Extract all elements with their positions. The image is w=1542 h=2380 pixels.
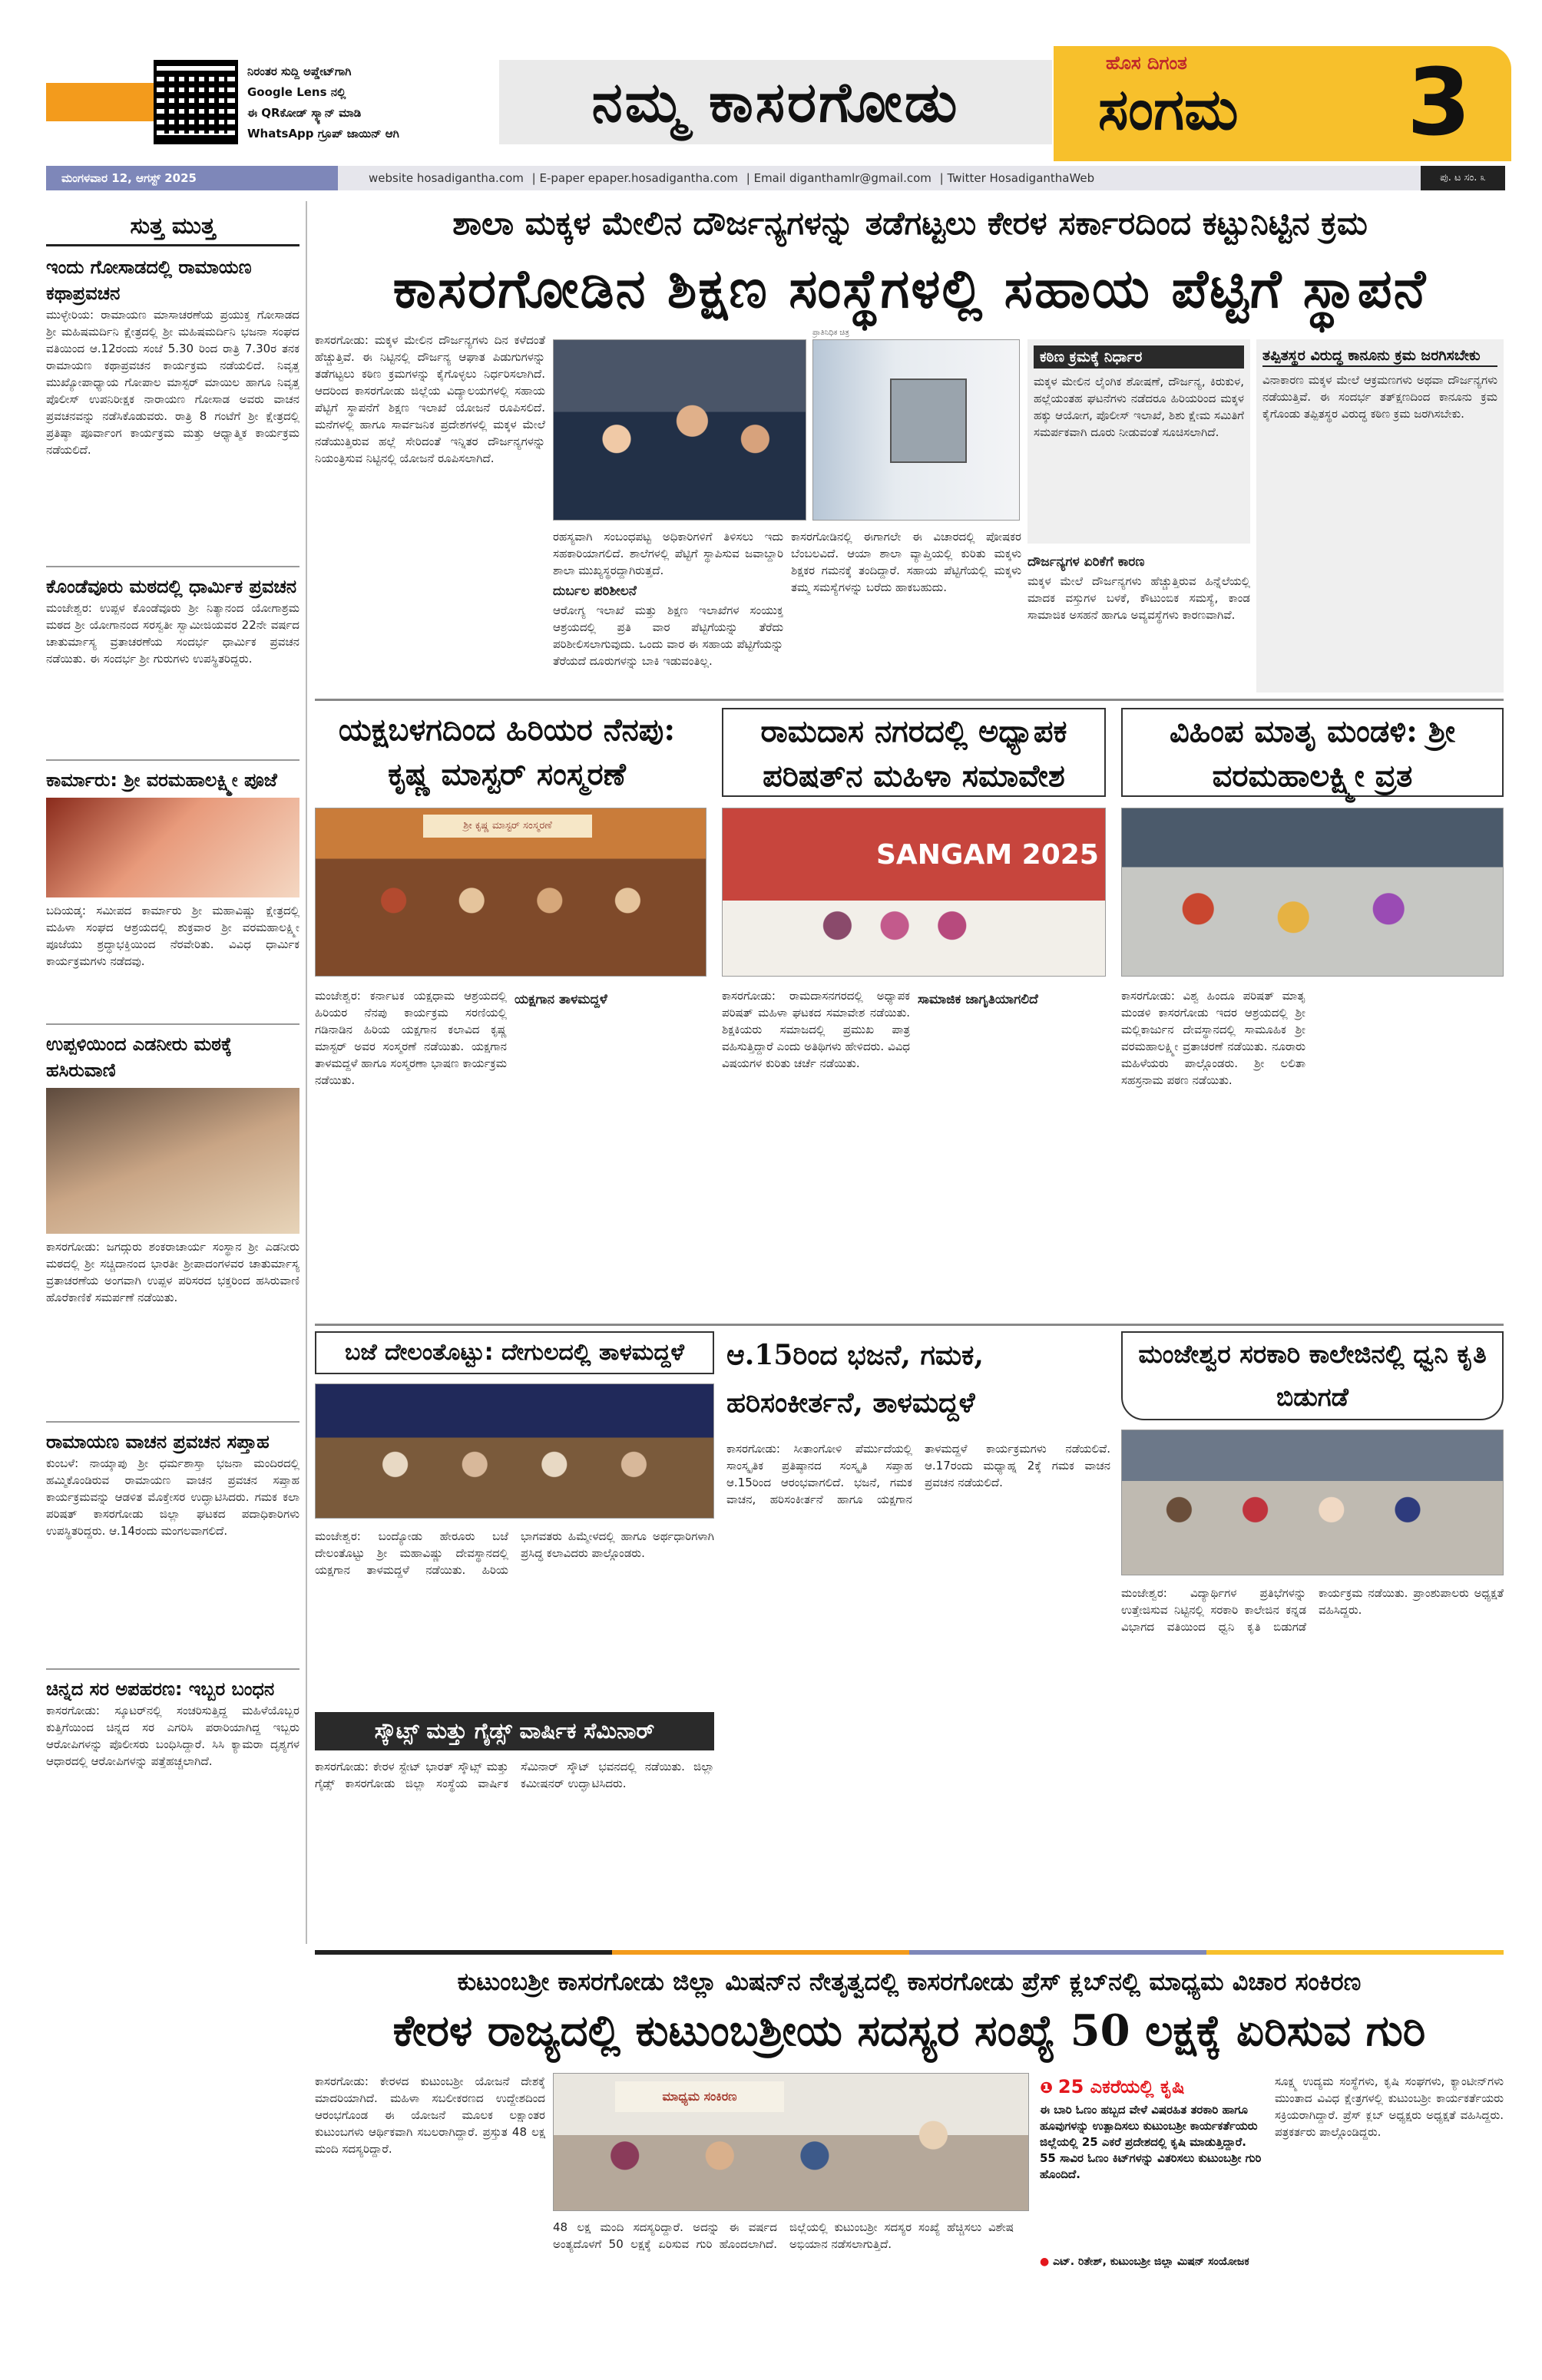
- section-title: ಸುತ್ತ ಮುತ್ತ: [46, 209, 299, 246]
- story-headline: ಚಿನ್ನದ ಸರ ಅಪಹರಣ: ಇಬ್ಬರ ಬಂಧನ: [46, 1678, 275, 1700]
- info-box-1: [1027, 339, 1250, 544]
- talamaddale-headline: ಬಜೆ ದೇಲಂತೊಟ್ಟು: ದೇಗುಲದಲ್ಲಿ ತಾಳಮದ್ದಳೆ: [315, 1331, 714, 1374]
- lead-body-1: ಕಾಸರಗೋಡು: ಮಕ್ಕಳ ಮೇಲಿನ ದೌರ್ಜನ್ಯಗಳು ದಿನ ಕಳೆದಂತೆ ಹೆಚ್ಚುತ್ತಿವೆ. ಈ ನಿಟ್ಟಿನಲ್ಲಿ ದೌರ್ಜನ್ಯ ಆಘಾತ ಪಿಡುಗುಗಳನ್ನು ತಡೆಗಟ್ಟಲು ಕಠಿಣ ಕ್ರಮಗಳನ್ನು ಕೈಗೊಳ್ಳಲು ನಿರ್ಧರಿಸಲಾಗಿದೆ. ಆದರಿಂದ ಕಾಸರಗೋಡು ಜಿಲ್ಲೆಯ ವಿದ್ಯಾಲಯಗಳಲ್ಲಿ ಸಹಾಯ ಪೆಟ್ಟಿಗೆ ಸ್ಥಾಪನೆಗೆ ಶಿಕ್ಷಣ ಇಲಾಖೆ ಯೋಜನೆ ರೂಪಿಸಲಿದೆ. ಮನೆಗಳಲ್ಲಿ ಹಾಗೂ ಸಾರ್ವಜನಿಕ ಪ್ರದೇಶಗಳಲ್ಲಿ ಮಕ್ಕಳ ಮೇಲೆ ನಡೆಯುತ್ತಿರುವ ಹಲ್ಲೆ ಸೇರಿದಂತೆ ಇನ್ನಿತರ ದೌರ್ಜನ್ಯಗಳನ್ನು ನಿಯಂತ್ರಿಸುವ ನಿಟ್ಟಿನಲ್ಲಿ ಯೋಜನೆ ರೂಪಿಸಲಾಗಿದೆ.: [315, 333, 545, 465]
- vhp-body: ಕಾಸರಗೋಡು: ವಿಶ್ವ ಹಿಂದೂ ಪರಿಷತ್ ಮಾತೃ ಮಂಡಳಿ ಕಾಸರಗೋಡು ಇದರ ಆಶ್ರಯದಲ್ಲಿ ಶ್ರೀ ಮಲ್ಲಿಕಾರ್ಜುನ ದೇವಸ್ಥಾನದಲ್ಲಿ ಸಾಮೂಹಿಕ ಶ್ರೀ ವರಮಹಾಲಕ್ಷ್ಮೀ ವ್ರತಾಚರಣೆ ನಡೆಯಿತು. ನೂರಾರು ಮಹಿಳೆಯರು ಪಾಲ್ಗೊಂಡರು. ಶ್ರೀ ಲಲಿತಾ ಸಹಸ್ರನಾಮ ಪಠಣ ನಡೆಯಿತು.: [1121, 989, 1305, 1087]
- lead-body-3: ಕಾಸರಗೋಡಿನಲ್ಲಿ ಈಗಾಗಲೇ ಈ ವಿಚಾರದಲ್ಲಿ ಪೋಷಕರ ಬೆಂಬಲವಿದೆ. ಆಯಾ ಶಾಲಾ ವ್ಯಾಪ್ತಿಯಲ್ಲಿ ಕುರಿತು ಮಕ್ಕಳು ಶಿಕ್ಷಕರ ಗಮನಕ್ಕೆ ತಂದಿದ್ದಾರೆ. ಸಹಾಯ ಪೆಟ್ಟಿಗೆಯಲ್ಲಿ ಮಕ್ಕಳು ತಮ್ಮ ಸಮಸ್ಯೆಗಳನ್ನು ಬರೆದು ಹಾಕಬಹುದು.: [791, 530, 1021, 594]
- college-body: ಮಂಜೇಶ್ವರ: ವಿದ್ಯಾರ್ಥಿಗಳ ಪ್ರತಿಭೆಗಳನ್ನು ಉತ್ತೇಜಿಸುವ ನಿಟ್ಟಿನಲ್ಲಿ ಸರಕಾರಿ ಕಾಲೇಜಿನ ಕನ್ನಡ ವಿಭಾಗದ ವತಿಯಿಂದ ಧ್ವನಿ ಕೃತಿ ಬಿಡುಗಡೆ ಕಾರ್ಯಕ್ರಮ ನಡೆಯಿತು. ಪ್ರಾಂಶುಪಾಲರು ಅಧ್ಯಕ್ಷತೆ ವಹಿಸಿದ್ದರು.: [1121, 1586, 1504, 1634]
- qr-line-4: WhatsApp ಗ್ರೂಪ್ ಜಾಯಿನ್ ಆಗಿ: [247, 127, 399, 140]
- lead-paragraph: ಮಕ್ಕಳ ಮೇಲೆ ದೌರ್ಜನ್ಯಗಳು ಹೆಚ್ಚುತ್ತಿರುವ ಹಿನ್ನೆಲೆಯಲ್ಲಿ ಮಾದಕ ವಸ್ತುಗಳ ಬಳಕೆ, ಕೌಟುಂಬಿಕ ಸಮಸ್ಯೆ, ಕಾಂಡ ಸಾಮಾಜಿಕ ಅಸಹನೆ ಹಾಗೂ ಅವ್ಯವಸ್ಥೆಗಳು ಕಾರಣವಾಗಿವೆ.: [1027, 574, 1250, 622]
- yaksha-banner: ಶ್ರೀ ಕೃಷ್ಣ ಮಾಸ್ಟರ್ ಸಂಸ್ಮರಣೆ: [423, 815, 592, 838]
- scouts-body: ಕಾಸರಗೋಡು: ಕೇರಳ ಸ್ಟೇಟ್ ಭಾರತ್ ಸ್ಕೌಟ್ಸ್ ಮತ್ತು ಗೈಡ್ಸ್ ಕಾಸರಗೋಡು ಜಿಲ್ಲಾ ಸಂಸ್ಥೆಯ ವಾರ್ಷಿಕ ಸೆಮಿನಾರ್ ಸ್ಕೌಟ್ ಭವನದಲ್ಲಿ ನಡೆಯಿತು. ಜಿಲ್ಲಾ ಕಮೀಷನರ್ ಉದ್ಘಾಟಿಸಿದರು.: [315, 1760, 714, 1790]
- page-info: ಪು. ಟ ಸಂ. ೩: [1421, 166, 1505, 190]
- page-number: 3: [1407, 50, 1471, 157]
- orange-strip: [46, 83, 154, 121]
- bhajane-body: ಕಾಸರಗೋಡು: ಸೀತಾಂಗೋಳಿ ಪೆರ್ಮುದೆಯಲ್ಲಿ ಸಾಂಸ್ಕೃತಿಕ ಪ್ರತಿಷ್ಠಾನದ ಸಂಸ್ಕೃತಿ ಸಪ್ತಾಹ ಆ.15ರಿಂದ ಆರಂಭವಾಗಲಿದೆ. ಭಜನೆ, ಗಮಕ ವಾಚನ, ಹರಿಸಂಕೀರ್ತನೆ ಹಾಗೂ ಯಕ್ಷಗಾನ ತಾಳಮದ್ದಳೆ ಕಾರ್ಯಕ್ರಮಗಳು ನಡೆಯಲಿವೆ. ಆ.17ರಂದು ಮಧ್ಯಾಹ್ನ 2ಕ್ಕೆ ಗಮಕ ವಾಚನ ಪ್ರವಚನ ನಡೆಯಲಿದೆ.: [726, 1442, 1110, 1506]
- bottom-body-1: ಕಾಸರಗೋಡು: ಕೇರಳದ ಕುಟುಂಬಶ್ರೀ ಯೋಜನೆ ದೇಶಕ್ಕೆ ಮಾದರಿಯಾಗಿದೆ. ಮಹಿಳಾ ಸಬಲೀಕರಣದ ಉದ್ದೇಶದಿಂದ ಆರಂಭಗೊಂಡ ಈ ಯೋಜನೆ ಮೂಲಕ ಲಕ್ಷಾಂತರ ಕುಟುಂಬಗಳು ಆರ್ಥಿಕವಾಗಿ ಸಬಲರಾಗಿದ್ದಾರೆ. ಪ್ರಸ್ತುತ 48 ಲಕ್ಷ ಮಂದಿ ಸದಸ್ಯರಿದ್ದಾರೆ.: [315, 2074, 545, 2156]
- qr-instructions: [247, 61, 501, 144]
- column-divider: [306, 201, 307, 1944]
- parishat-body: ಕಾಸರಗೋಡು: ರಾಮದಾಸನಗರದಲ್ಲಿ ಅಧ್ಯಾಪಕ ಪರಿಷತ್ ಮಹಿಳಾ ಘಟಕದ ಸಮಾವೇಶ ನಡೆಯಿತು. ಶಿಕ್ಷಕಿಯರು ಸಮಾಜದಲ್ಲಿ ಪ್ರಮುಖ ಪಾತ್ರ ವಹಿಸುತ್ತಿದ್ದಾರೆ ಎಂದು ಅತಿಥಿಗಳು ಹೇಳಿದರು. ವಿವಿಧ ವಿಷಯಗಳ ಕುರಿತು ಚರ್ಚೆ ನಡೆಯಿತು.: [722, 989, 910, 1070]
- paper-title: ನಮ್ಮ ಕಾಸರಗೋಡು: [499, 60, 1052, 144]
- brand-logo: ಹೊಸ ದಿಗಂತ: [1106, 52, 1187, 74]
- story-body: ಕುಂಬಳೆ: ನಾಯ್ಕಾಪು ಶ್ರೀ ಧರ್ಮಶಾಸ್ತಾ ಭಜನಾ ಮಂದಿರದಲ್ಲಿ ಹಮ್ಮಿಕೊಂಡಿರುವ ರಾಮಾಯಣ ವಾಚನ ಪ್ರವಚನ ಸಪ್ತಾಹ ಕಾರ್ಯಕ್ರಮವನ್ನು ಆಡಳಿತ ಮೊಕ್ತೇಸರ ಉದ್ಘಾಟಿಸಿದರು. ಗಮಕ ಕಲಾ ಪರಿಷತ್ ಕಾಸರಗೋಡು ಜಿಲ್ಲಾ ಘಟಕದ ಪದಾಧಿಕಾರಿಗಳು ಉಪಸ್ಥಿತರಿದ್ದರು. ಆ.14ರಂದು ಮಂಗಲವಾಗಲಿದೆ.: [46, 1456, 299, 1538]
- info-box-2: [1256, 339, 1504, 693]
- lead-paragraph: ರಹಸ್ಯವಾಗಿ ಸಂಬಂಧಪಟ್ಟ ಅಧಿಕಾರಿಗಳಿಗೆ ತಿಳಿಸಲು ಇದು ಸಹಕಾರಿಯಾಗಲಿದೆ. ಶಾಲೆಗಳಲ್ಲಿ ಪೆಟ್ಟಿಗೆ ಸ್ಥಾಪಿಸುವ ಜವಾಬ್ದಾರಿ ಶಾಲಾ ಮುಖ್ಯಸ್ಥರದ್ದಾಗಿರುತ್ತದೆ.: [553, 530, 783, 577]
- story-body: ಮಂಜೇಶ್ವರ: ಉಪ್ಪಳ ಕೊಂಡೆವೂರು ಶ್ರೀ ನಿತ್ಯಾನಂದ ಯೋಗಾಶ್ರಮ ಮಠದ ಶ್ರೀ ಯೋಗಾನಂದ ಸರಸ್ವತೀ ಸ್ವಾಮೀಜಿಯವರ 22ನೇ ವರ್ಷದ ಚಾತುರ್ಮಾಸ್ಯ ವ್ರತಾಚರಣೆಯ ಸಂದರ್ಭ ಧಾರ್ಮಿಕ ಪ್ರವಚನ ನಡೆಯಿತು. ಈ ಸಂದರ್ಭ ಶ್ರೀ ಗುರುಗಳು ಉಪಸ್ಥಿತರಿದ್ದರು.: [46, 601, 299, 666]
- email-link[interactable]: Email diganthamlr@gmail.com: [753, 171, 931, 185]
- parishat-headline: ರಾಮದಾಸ ನಗರದಲ್ಲಿ ಅಧ್ಯಾಪಕ ಪರಿಷತ್‌ನ ಮಹಿಳಾ ಸಮಾವೇಶ: [722, 708, 1106, 797]
- lead-subhead: ದುರ್ಬಲ ಪರಿಶೀಲನೆ: [553, 583, 637, 599]
- college-headline: ಮಂಜೇಶ್ವರ ಸರಕಾರಿ ಕಾಲೇಜಿನಲ್ಲಿ ಧ್ವನಿ ಕೃತಿ ಬಿಡುಗಡೆ: [1121, 1331, 1504, 1420]
- parishat-banner: SANGAM 2025: [876, 839, 1099, 871]
- section-rule: [315, 1324, 1504, 1326]
- bhajane-headline: ಆ.15ರಿಂದ ಭಜನೆ, ಗಮಕ, ಹರಿಸಂಕೀರ್ತನೆ, ತಾಳಮದ್ದಳೆ: [726, 1339, 984, 1419]
- highlight-title: [1040, 2076, 1264, 2097]
- qr-code[interactable]: [154, 60, 238, 144]
- bottom-body-3: ಸೂಕ್ಷ್ಮ ಉದ್ಯಮ ಸಂಸ್ಥೆಗಳು, ಕೃಷಿ ಸಂಘಗಳು, ಕ್ಯಾಂಟೀನ್‌ಗಳು ಮುಂತಾದ ವಿವಿಧ ಕ್ಷೇತ್ರಗಳಲ್ಲಿ ಕುಟುಂಬಶ್ರೀ ಕಾರ್ಯಕರ್ತೆಯರು ಸಕ್ರಿಯರಾಗಿದ್ದಾರೆ. ಪ್ರೆಸ್ ಕ್ಲಬ್ ಅಧ್ಯಕ್ಷರು ಅಧ್ಯಕ್ಷತೆ ವಹಿಸಿದ್ದರು. ಪತ್ರಕರ್ತರು ಪಾಲ್ಗೊಂಡಿದ್ದರು.: [1275, 2074, 1504, 2139]
- story-body: ಮುಳ್ಳೇರಿಯ: ರಾಮಾಯಣ ಮಾಸಾಚರಣೆಯ ಪ್ರಯುಕ್ತ ಗೋಸಾಡದ ಶ್ರೀ ಮಹಿಷಮರ್ದಿನಿ ಕ್ಷೇತ್ರದಲ್ಲಿ ಶ್ರೀ ಮಹಿಷಮರ್ದಿನಿ ಭಜನಾ ಸಂಘದ ವತಿಯಿಂದ ಆ.12ರಂದು ಸಂಜೆ 5.30 ರಿಂದ ರಾತ್ರಿ 7.30ರ ತನಕ ರಾಮಾಯಣ ಕಥಾಪ್ರವಚನ ಕಾರ್ಯಕ್ರಮ ನಡೆಯಲಿದೆ. ನಿವೃತ್ತ ಮುಖ್ಯೋಪಾಧ್ಯಾಯ ಗೋಪಾಲ ಮಾಸ್ಟರ್ ಮಾಯಿಲ ಹಾಗೂ ನಿವೃತ್ತ ಪೊಲೀಸ್ ಉಪನಿರೀಕ್ಷಕ ನಾರಾಯಣ ಗೋಸಾಡ ಅವರು ವಾಚನ ಪ್ರವಚನವನ್ನು ನಡೆಸಿಕೊಡುವರು. ರಾತ್ರಿ 8 ಗಂಟೆಗೆ ಶ್ರೀ ಕ್ಷೇತ್ರದಲ್ಲಿ ಪ್ರತಿಷ್ಠಾ ಪೂರ್ವಾಂಗ ಕಾರ್ಯಕ್ರಮ ಮತ್ತು ಆಧ್ಯಾತ್ಮಿಕ ಕಾರ್ಯಕ್ರಮ ನಡೆಯಲಿದೆ.: [46, 308, 299, 457]
- parishat-photo: [722, 808, 1106, 977]
- yaksha-headline: ಯಕ್ಷಬಳಗದಿಂದ ಹಿರಿಯರ ನೆನಪು: ಕೃಷ್ಣ ಮಾಸ್ಟರ್ ಸಂಸ್ಮರಣೆ: [338, 712, 676, 792]
- contact-links: website hosadigantha.com | E-paper epaper.hosadigantha.com | Email diganthamlr@gmail.com | Twitter HosadiganthaWeb: [369, 171, 1095, 185]
- college-photo: [1121, 1430, 1504, 1575]
- qr-line-3: ಈ QRಕೋಡ್ ಸ್ಕ್ಯಾನ್ ಮಾಡಿ: [247, 106, 362, 120]
- quote-author-text: ಎಟ್. ರಿತೇಶ್, ಕುಟುಂಬಶ್ರೀ ಜಿಲ್ಲಾ ಮಿಷನ್ ಸಂಯೋಜಕ: [1053, 2256, 1249, 2268]
- lead-body-2: [553, 528, 783, 693]
- section-rule: [315, 699, 1504, 701]
- seminar-banner: ಮಾಧ್ಯಮ ಸಂಕಿರಣ: [615, 2081, 784, 2112]
- parishat-subhead: ಸಾಮಾಜಿಕ ಜಾಗೃತಿಯಾಗಲಿದೆ: [918, 992, 1038, 1007]
- highlight-title-text: 25 ಎಕರೆಯಲ್ಲಿ ಕೃಷಿ: [1057, 2076, 1185, 2097]
- talamaddale-photo: [315, 1383, 714, 1519]
- info-box-1-body: ಮಕ್ಕಳ ಮೇಲಿನ ಲೈಂಗಿಕ ಶೋಷಣೆ, ದೌರ್ಜನ್ಯ, ಕಿರುಕುಳ, ಹಲ್ಲೆಯಂತಹ ಘಟನೆಗಳು ನಡೆದರೂ ಹಿರಿಯರಿಂದ ಮಕ್ಕಳ ಹಕ್ಕು ಆಯೋಗ, ಪೊಲೀಸ್ ಇಲಾಖೆ, ಶಿಶು ಕ್ಷೇಮ ಸಮಿತಿಗೆ ಸಮರ್ಪಕವಾಗಿ ದೂರು ನೀಡುವಂತೆ ಸೂಚಿಸಲಾಗಿದೆ.: [1034, 375, 1244, 439]
- talamaddale-body: ಮಂಜೇಶ್ವರ: ಬಂದ್ಯೋಡು ಹೇರೂರು ಬಜೆ ದೇಲಂತೊಟ್ಟು ಶ್ರೀ ಮಹಾವಿಷ್ಣು ದೇವಸ್ಥಾನದಲ್ಲಿ ಯಕ್ಷಗಾನ ತಾಳಮದ್ದಳೆ ನಡೆಯಿತು. ಹಿರಿಯ ಭಾಗವತರು ಹಿಮ್ಮೇಳದಲ್ಲಿ ಹಾಗೂ ಅರ್ಥಧಾರಿಗಳಾಗಿ ಪ್ರಸಿದ್ಧ ಕಲಾವಿದರು ಪಾಲ್ಗೊಂಡರು.: [315, 1529, 714, 1577]
- author-bullet-icon: ●: [1040, 2256, 1054, 2268]
- story-headline: ಕಾರ್ಮಾರು: ಶ್ರೀ ವರಮಹಾಲಕ್ಷ್ಮೀ ಪೂಜೆ: [46, 769, 277, 791]
- story-headline: ಇಂದು ಗೋಸಾಡದಲ್ಲಿ ರಾಮಾಯಣ ಕಥಾಪ್ರವಚನ: [46, 256, 252, 304]
- lead-headline: ಕಾಸರಗೋಡಿನ ಶಿಕ್ಷಣ ಸಂಸ್ಥೆಗಳಲ್ಲಿ ಸಹಾಯ ಪೆಟ್ಟಿಗೆ ಸ್ಥಾಪನೆ: [392, 256, 1428, 320]
- story-headline: ರಾಮಾಯಣ ವಾಚನ ಪ್ರವಚನ ಸಪ್ತಾಹ: [46, 1431, 270, 1453]
- info-box-2-title: ತಪ್ಪಿತಸ್ಥರ ವಿರುದ್ಧ ಕಾನೂನು ಕ್ರಮ ಜರಗಿಸಬೇಕು: [1262, 345, 1497, 367]
- info-bar: [46, 166, 1505, 190]
- info-box-1-title: ಕಠಿಣ ಕ್ರಮಕ್ಕೆ ನಿರ್ಧಾರ: [1034, 345, 1244, 369]
- quote-author: [1040, 2256, 1264, 2268]
- vhp-photo: [1121, 808, 1504, 977]
- students-photo: [553, 339, 806, 521]
- qr-line-2: Google Lens ನಲ್ಲಿ: [247, 85, 346, 99]
- color-rule: [315, 1950, 1504, 1955]
- story-headline: ಕೊಂಡೆವೂರು ಮಠದಲ್ಲಿ ಧಾರ್ಮಿಕ ಪ್ರವಚನ: [46, 576, 297, 597]
- photo-credit: ಪ್ರಾತಿನಿಧಿಕ ಚಿತ್ರ: [812, 329, 849, 337]
- story-body: ಕಾಸರಗೋಡು: ಜಗದ್ಗುರು ಶಂಕರಾಚಾರ್ಯ ಸಂಸ್ಥಾನ ಶ್ರೀ ಎಡನೀರು ಮಠದಲ್ಲಿ ಶ್ರೀ ಸಚ್ಚಿದಾನಂದ ಭಾರತೀ ಶ್ರೀಪಾದಂಗಳವರ ಚಾತುರ್ಮಾಸ್ಯ ವ್ರತಾಚರಣೆಯ ಅಂಗವಾಗಿ ಉಪ್ಪಳ ಪರಿಸರದ ಭಕ್ತರಿಂದ ಹಸಿರುವಾಣಿ ಹೊರೆಕಾಣಿಕೆ ಸಮರ್ಪಣೆ ನಡೆಯಿತು.: [46, 1240, 299, 1304]
- yaksha-subhead: ಯಕ್ಷಗಾನ ತಾಳಮದ್ದಳೆ: [515, 992, 607, 1007]
- epaper-link[interactable]: E-paper epaper.hosadigantha.com: [539, 171, 738, 185]
- story-body: ಬದಿಯಡ್ಕ: ಸಮೀಪದ ಕಾರ್ಮಾರು ಶ್ರೀ ಮಹಾವಿಷ್ಣು ಕ್ಷೇತ್ರದಲ್ಲಿ ಮಹಿಳಾ ಸಂಘದ ಆಶ್ರಯದಲ್ಲಿ ಶುಕ್ರವಾರ ಶ್ರೀ ವರಮಹಾಲಕ್ಷ್ಮೀ ಪೂಜೆಯು ಶ್ರದ್ಧಾಭಕ್ತಿಯಿಂದ ನೆರವೇರಿತು. ವಿವಿಧ ಧಾರ್ಮಿಕ ಕಾರ್ಯಕ್ರಮಗಳು ನಡೆದವು.: [46, 904, 299, 968]
- scouts-headline: ಸ್ಕೌಟ್ಸ್ ಮತ್ತು ಗೈಡ್ಸ್ ವಾರ್ಷಿಕ ಸೆಮಿನಾರ್: [315, 1712, 714, 1750]
- help-box-photo: [812, 339, 1020, 521]
- issue-date: ಮಂಗಳವಾರ 12, ಆಗಸ್ಟ್ 2025: [46, 166, 338, 190]
- bottom-body-2: 48 ಲಕ್ಷ ಮಂದಿ ಸದಸ್ಯರಿದ್ದಾರೆ. ಅದನ್ನು ಈ ವರ್ಷದ ಅಂತ್ಯದೊಳಗೆ 50 ಲಕ್ಷಕ್ಕೆ ಏರಿಸುವ ಗುರಿ ಹೊಂದಲಾಗಿದೆ. ಜಿಲ್ಲೆಯಲ್ಲಿ ಕುಟುಂಬಶ್ರೀ ಸದಸ್ಯರ ಸಂಖ್ಯೆ ಹೆಚ್ಚಿಸಲು ವಿಶೇಷ ಅಭಿಯಾನ ನಡೆಸಲಾಗುತ್ತಿದೆ.: [553, 2220, 1014, 2251]
- lead-kicker: ಶಾಲಾ ಮಕ್ಕಳ ಮೇಲಿನ ದೌರ್ಜನ್ಯಗಳನ್ನು ತಡೆಗಟ್ಟಲು ಕೇರಳ ಸರ್ಕಾರದಿಂದ ಕಟ್ಟುನಿಟ್ಟಿನ ಕ್ರಮ: [452, 204, 1368, 242]
- bottom-headline: ಕೇರಳ ರಾಜ್ಯದಲ್ಲಿ ಕುಟುಂಬಶ್ರೀಯ ಸದಸ್ಯರ ಸಂಖ್ಯೆ 50 ಲಕ್ಷಕ್ಕೆ ಏರಿಸುವ ಗುರಿ: [392, 2005, 1426, 2056]
- lead-body-4: [1027, 550, 1250, 693]
- yaksha-body-2: [515, 987, 706, 1317]
- lead-subhead: ದೌರ್ಜನ್ಯಗಳ ಏರಿಕೆಗೆ ಕಾರಣ: [1027, 554, 1145, 570]
- offering-photo: [46, 1088, 299, 1234]
- bottom-kicker: ಕುಟುಂಬಶ್ರೀ ಕಾಸರಗೋಡು ಜಿಲ್ಲಾ ಮಿಷನ್‌ನ ನೇತೃತ್ವದಲ್ಲಿ ಕಾಸರಗೋಡು ಪ್ರೆಸ್ ಕ್ಲಬ್‌ನಲ್ಲಿ ಮಾಧ್ಯಮ ವಿಚಾರ ಸಂಕಿರಣ: [457, 1967, 1362, 1996]
- supplement-title: ಸಂಗಮ: [1098, 77, 1239, 143]
- help-box-icon: [890, 378, 967, 463]
- lead-paragraph: ಆರೋಗ್ಯ ಇಲಾಖೆ ಮತ್ತು ಶಿಕ್ಷಣ ಇಲಾಖೆಗಳ ಸಂಯುಕ್ತ ಆಶ್ರಯದಲ್ಲಿ ಪ್ರತಿ ವಾರ ಪೆಟ್ಟಿಗೆಯನ್ನು ತೆರೆದು ಪರಿಶೀಲಿಸಲಾಗುವುದು. ಒಂದು ವಾರ ಈ ಸಹಾಯ ಪೆಟ್ಟಿಗೆಯನ್ನು ತೆರೆಯದೆ ದೂರುಗಳನ್ನು ಬಾಕಿ ಇಡುವಂತಿಲ್ಲ.: [553, 603, 783, 668]
- website-link[interactable]: website hosadigantha.com: [369, 171, 524, 185]
- seminar-photo: [553, 2073, 1029, 2211]
- story-headline: ಉಪ್ಪಳಿಯಿಂದ ಎಡನೀರು ಮಠಕ್ಕೆ ಹಸಿರುವಾಣಿ: [46, 1033, 232, 1081]
- twitter-link[interactable]: Twitter HosadiganthaWeb: [947, 171, 1095, 185]
- yaksha-body: ಮಂಜೇಶ್ವರ: ಕರ್ನಾಟಕ ಯಕ್ಷಧಾಮ ಆಶ್ರಯದಲ್ಲಿ ಹಿರಿಯರ ನೆನಪು ಕಾರ್ಯಕ್ರಮ ಸರಣಿಯಲ್ಲಿ ಗಡಿನಾಡಿನ ಹಿರಿಯ ಯಕ್ಷಗಾನ ಕಲಾವಿದ ಕೃಷ್ಣ ಮಾಸ್ಟರ್ ಅವರ ಸಂಸ್ಮರಣೆ ನಡೆಯಿತು. ಯಕ್ಷಗಾನ ತಾಳಮದ್ದಳೆ ಹಾಗೂ ಸಂಸ್ಮರಣಾ ಭಾಷಣ ಕಾರ್ಯಕ್ರಮ ನಡೆಯಿತು.: [315, 989, 507, 1087]
- vhp-headline: ವಿಹಿಂಪ ಮಾತೃ ಮಂಡಳಿ: ಶ್ರೀ ವರಮಹಾಲಕ್ಷ್ಮೀ ವ್ರತ: [1121, 708, 1504, 797]
- highlight-box: [1037, 2073, 1267, 2288]
- info-box-2-body: ವಿನಾಕಾರಣ ಮಕ್ಕಳ ಮೇಲೆ ಆಕ್ರಮಣಗಳು ಅಥವಾ ದೌರ್ಜನ್ಯಗಳು ನಡೆಯುತ್ತಿವೆ. ಈ ಸಂದರ್ಭ ತತ್‌ಕ್ಷಣದಿಂದ ಕಾನೂನು ಕ್ರಮ ಕೈಗೊಂಡು ತಪ್ಪಿತಸ್ಥರ ವಿರುದ್ಧ ಕಠಿಣ ಕ್ರಮ ಜರಗಿಸಬೇಕು.: [1262, 373, 1497, 421]
- story-body: ಕಾಸರಗೋಡು: ಸ್ಕೂಟರ್‌ನಲ್ಲಿ ಸಂಚರಿಸುತ್ತಿದ್ದ ಮಹಿಳೆಯೊಬ್ಬರ ಕುತ್ತಿಗೆಯಿಂದ ಚಿನ್ನದ ಸರ ಎಗರಿಸಿ ಪರಾರಿಯಾಗಿದ್ದ ಇಬ್ಬರು ಆರೋಪಿಗಳನ್ನು ಪೊಲೀಸರು ಬಂಧಿಸಿದ್ದಾರೆ. ಸಿಸಿ ಕ್ಯಾಮರಾ ದೃಶ್ಯಗಳ ಆಧಾರದಲ್ಲಿ ಆರೋಪಿಗಳನ್ನು ಪತ್ತೆಹಚ್ಚಲಾಗಿದೆ.: [46, 1704, 299, 1768]
- left-column: [46, 209, 299, 1833]
- qr-line-1: ನಿರಂತರ ಸುದ್ದಿ ಅಪ್ಡೇಟ್‌ಗಾಗಿ: [247, 64, 352, 78]
- highlight-body: ಈ ಬಾರಿ ಓಣಂ ಹಬ್ಬದ ವೇಳೆ ವಿಷರಹಿತ ತರಕಾರಿ ಹಾಗೂ ಹೂವುಗಳನ್ನು ಉತ್ಪಾದಿಸಲು ಕುಟುಂಬಶ್ರೀ ಕಾರ್ಯಕರ್ತೆಯರು ಜಿಲ್ಲೆಯಲ್ಲಿ 25 ಎಕರೆ ಪ್ರದೇಶದಲ್ಲಿ ಕೃಷಿ ಮಾಡುತ್ತಿದ್ದಾರೆ. 55 ಸಾವಿರ ಓಣಂ ಕಿಟ್‌ಗಳನ್ನು ವಿತರಿಸಲು ಕುಟುಂಬಶ್ರೀ ಗುರಿ ಹೊಂದಿದೆ.: [1040, 2103, 1262, 2181]
- highlight-icon: ❶: [1040, 2078, 1058, 2097]
- parishat-body-2: [918, 987, 1106, 1317]
- yaksha-photo: [315, 808, 706, 977]
- pooja-photo: [46, 798, 299, 897]
